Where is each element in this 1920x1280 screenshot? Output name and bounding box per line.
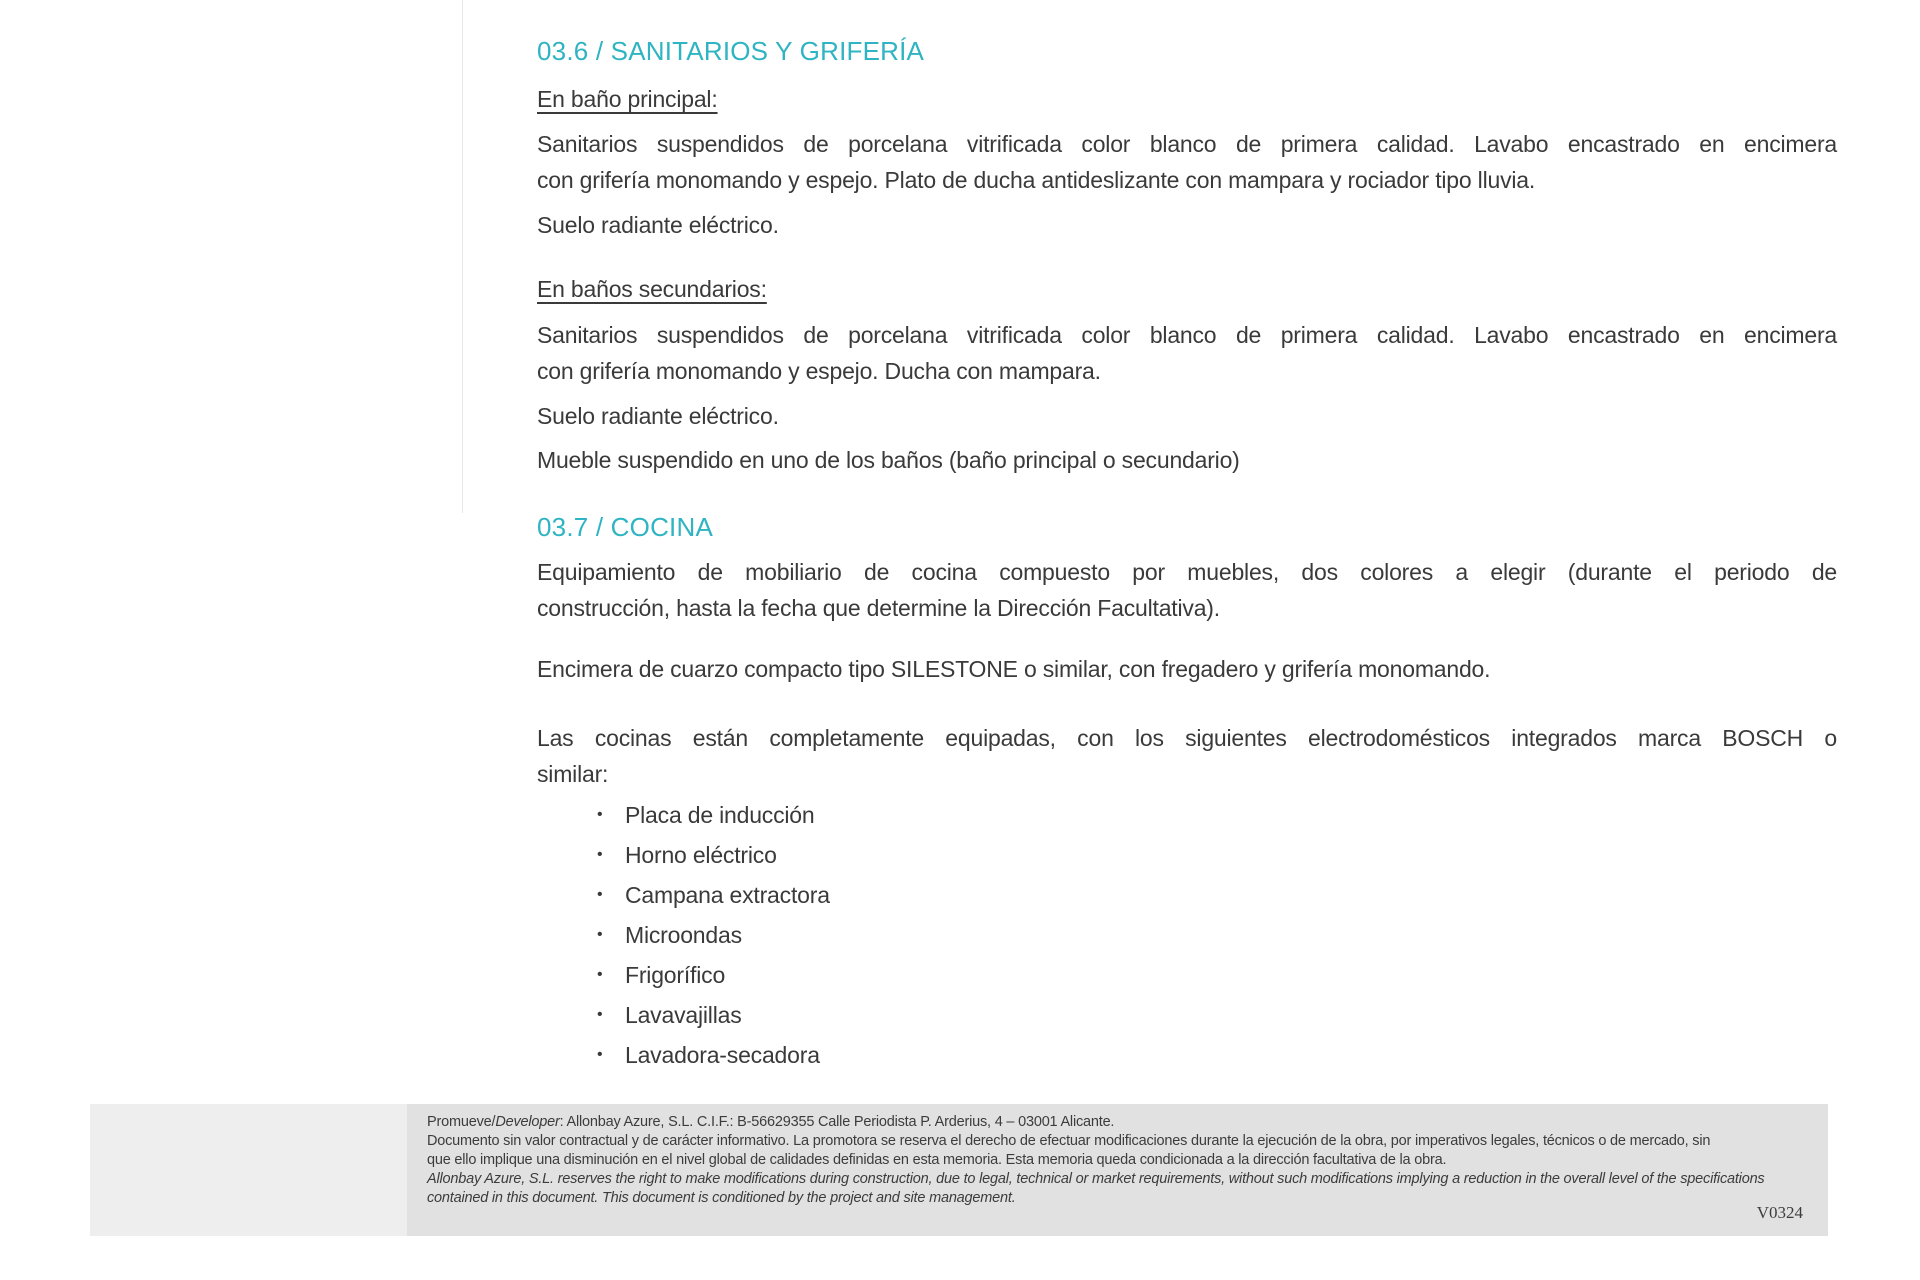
text-line: construcción, hasta la fecha que determine la Dirección Facultativa). [537, 595, 1220, 621]
footer-disclaimer-en [427, 1170, 1817, 1208]
section-heading-sanitarios: 03.6 / SANITARIOS Y GRIFERÍA [537, 36, 925, 66]
appliance-list-item: • Frigorífico [537, 955, 1837, 995]
footer-disclaimer-es [427, 1132, 1817, 1170]
footer-promoter-prefix: Promueve/ [427, 1114, 496, 1130]
appliance-list-item: • Microondas [537, 915, 1837, 955]
text-line: con grifería monomando y espejo. Plato de ducha antideslizante con mampara y rociador tipo lluvia. [537, 167, 1536, 193]
section-heading-cocina: 03.7 / COCINA [537, 512, 713, 542]
document-version: V0324 [1756, 1203, 1803, 1222]
footer-promoter-developer: Developer [495, 1114, 560, 1130]
text-line: similar: [537, 761, 609, 787]
text-line: con grifería monomando y espejo. Ducha con mampara. [537, 358, 1101, 384]
line-bath-furniture-note: Mueble suspendido en uno de los baños (baño principal o secundario) [537, 447, 1240, 473]
appliance-list-item: • Horno eléctrico [537, 835, 1837, 875]
footer-promoter-line [427, 1113, 1817, 1132]
appliance-list-item: • Placa de inducción [537, 795, 1837, 835]
subheading-bath-secondary: En baños secundarios: [537, 276, 767, 302]
appliance-list-item: • Lavavajillas [537, 995, 1837, 1035]
subheading-bath-main: En baño principal: [537, 86, 718, 112]
paragraph-bath-main [537, 126, 1837, 198]
appliance-list-item: • Lavadora-secadora [537, 1035, 1837, 1075]
footer-text-line: que ello implique una disminución en el nivel global de calidades definidas en esta memoria. Esta memoria queda condicionada a la dirección facultativa de la obra. [427, 1152, 1447, 1168]
footer-text-line: Documento sin valor contractual y de carácter informativo. La promotora se reserva el derecho de efectuar modificaciones durante la ejecución de la obra, por imperativos legales, técnicos o de mercado, sin [427, 1133, 1711, 1149]
line-countertop: Encimera de cuarzo compacto tipo SILESTONE o similar, con fregadero y grifería monomando. [537, 656, 1491, 682]
footer-promoter-details: : Allonbay Azure, S.L. C.I.F.: B-56629355 Calle Periodista P. Arderius, 4 – 03001 Alicante. [559, 1114, 1115, 1130]
paragraph-appliances-intro [537, 720, 1837, 792]
footer-band [407, 1104, 1828, 1236]
line-bath-main-floor: Suelo radiante eléctrico. [537, 212, 779, 238]
text-line: Sanitarios suspendidos de porcelana vitrificada color blanco de primera calidad. Lavabo encastrado en encimera [537, 322, 1837, 348]
text-line: Sanitarios suspendidos de porcelana vitrificada color blanco de primera calidad. Lavabo encastrado en encimera [537, 131, 1837, 157]
footer-text-line: contained in this document. This document is conditioned by the project and site management. [427, 1190, 1016, 1206]
text-line: Las cocinas están completamente equipadas, con los siguientes electrodomésticos integrados marca BOSCH o [537, 725, 1837, 751]
appliance-list-item: • Campana extractora [537, 875, 1837, 915]
footer-legal-text [427, 1113, 1817, 1208]
line-bath-secondary-floor: Suelo radiante eléctrico. [537, 403, 779, 429]
paragraph-kitchen-furniture [537, 554, 1837, 626]
paragraph-bath-secondary [537, 317, 1837, 389]
appliances-list [537, 795, 1837, 1075]
text-line: Equipamiento de mobiliario de cocina compuesto por muebles, dos colores a elegir (durante el periodo de [537, 559, 1837, 585]
footer-band-left [90, 1104, 407, 1236]
footer-text-line: Allonbay Azure, S.L. reserves the right to make modifications during construction, due to legal, technical or market requirements, without such modifications implying a reduction in the overall level of the specifications [427, 1171, 1765, 1187]
